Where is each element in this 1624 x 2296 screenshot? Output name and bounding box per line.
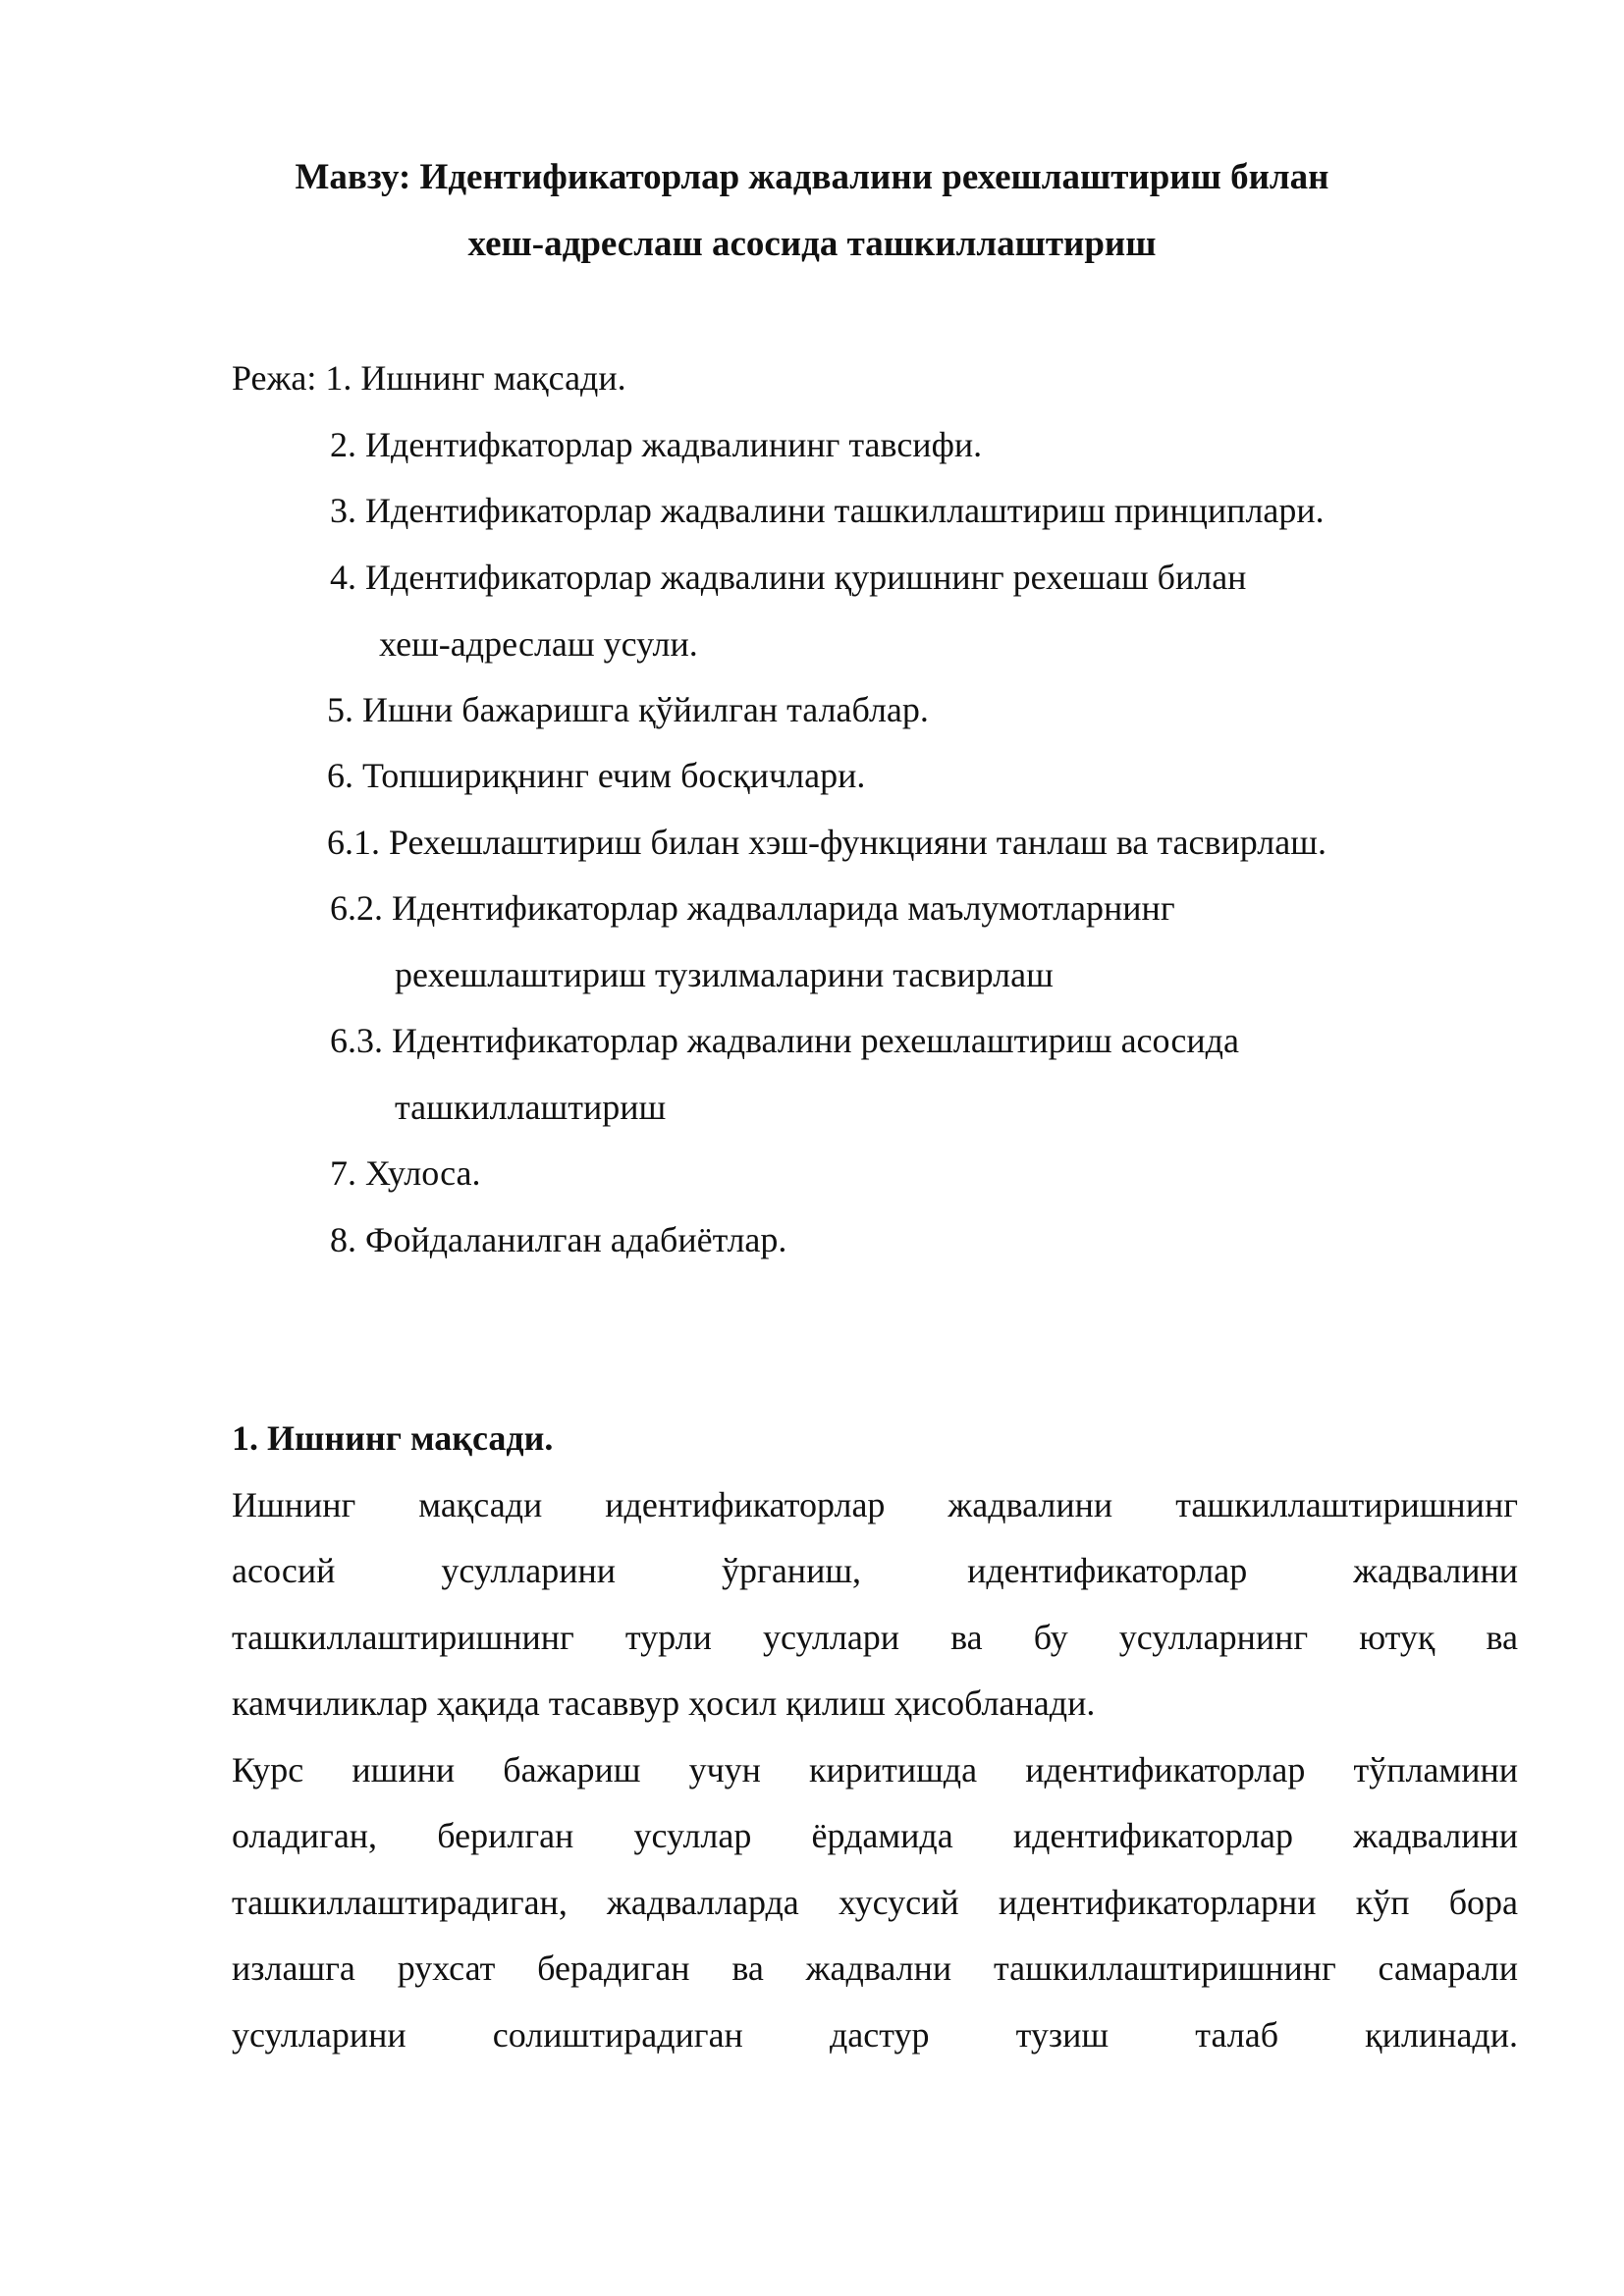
paragraph-line: Курс ишини бажариш учун киритишда идентификаторлар тўпламини: [232, 1750, 1518, 1789]
plan-line: Режа: 1. Ишнинг мақсади.: [232, 358, 626, 398]
plan-line: 7. Хулоса.: [330, 1153, 481, 1193]
paragraph-line: ташкиллаштиришнинг турли усуллари ва бу усулларнинг ютуқ ва: [232, 1618, 1518, 1657]
plan-line: ташкиллаштириш: [395, 1088, 667, 1127]
plan-line: 2. Идентифкаторлар жадвалининг тавсифи.: [330, 425, 983, 464]
plan-line: рехешлаштириш тузилмаларини тасвирлаш: [395, 955, 1054, 994]
document-title-line-2: хеш-адреслаш асосида ташкиллаштириш: [467, 224, 1157, 264]
plan-line: 6.1. Рехешлаштириш билан хэш-функцияни танлаш ва тасвирлаш.: [327, 823, 1326, 862]
paragraph-line: камчиликлар ҳақида тасаввур ҳосил қилиш ҳисобланади.: [232, 1683, 1096, 1723]
plan-line: 8. Фойдаланилган адабиётлар.: [330, 1220, 787, 1259]
paragraph-line: оладиган, берилган усуллар ёрдамида идентификаторлар жадвалини: [232, 1816, 1518, 1855]
plan-line: 5. Ишни бажаришга қўйилган талаблар.: [327, 690, 929, 729]
plan-line: 6.3. Идентификаторлар жадвалини рехешлаштириш асосида: [330, 1021, 1239, 1060]
plan-line: 3. Идентификаторлар жадвалини ташкиллаштириш принциплари.: [330, 491, 1325, 530]
plan-line: хеш-адреслаш усули.: [379, 624, 698, 664]
paragraph-line: ташкиллаштирадиган, жадвалларда хусусий идентификаторларни кўп бора: [232, 1883, 1518, 1922]
paragraph-line: усулларини солиштирадиган дастур тузиш талаб қилинади.: [232, 2015, 1518, 2055]
plan-line: 6.2. Идентификаторлар жадвалларида маълумотларнинг: [330, 888, 1175, 928]
section-heading: 1. Ишнинг мақсади.: [232, 1418, 554, 1458]
plan-line: 6. Топшириқнинг ечим босқичлари.: [327, 756, 866, 795]
paragraph-line: Ишнинг мақсади идентификаторлар жадвалини ташкиллаштиришнинг: [232, 1485, 1518, 1524]
paragraph-line: асосий усулларини ўрганиш, идентификаторлар жадвалини: [232, 1551, 1518, 1590]
plan-line: 4. Идентификаторлар жадвалини қуришнинг рехешаш билан: [330, 558, 1247, 597]
document-title-line-1: Мавзу: Идентификаторлар жадвалини рехешлаштириш билан: [295, 157, 1329, 197]
paragraph-line: излашга рухсат берадиган ва жадвални ташкиллаштиришнинг самарали: [232, 1949, 1518, 1988]
